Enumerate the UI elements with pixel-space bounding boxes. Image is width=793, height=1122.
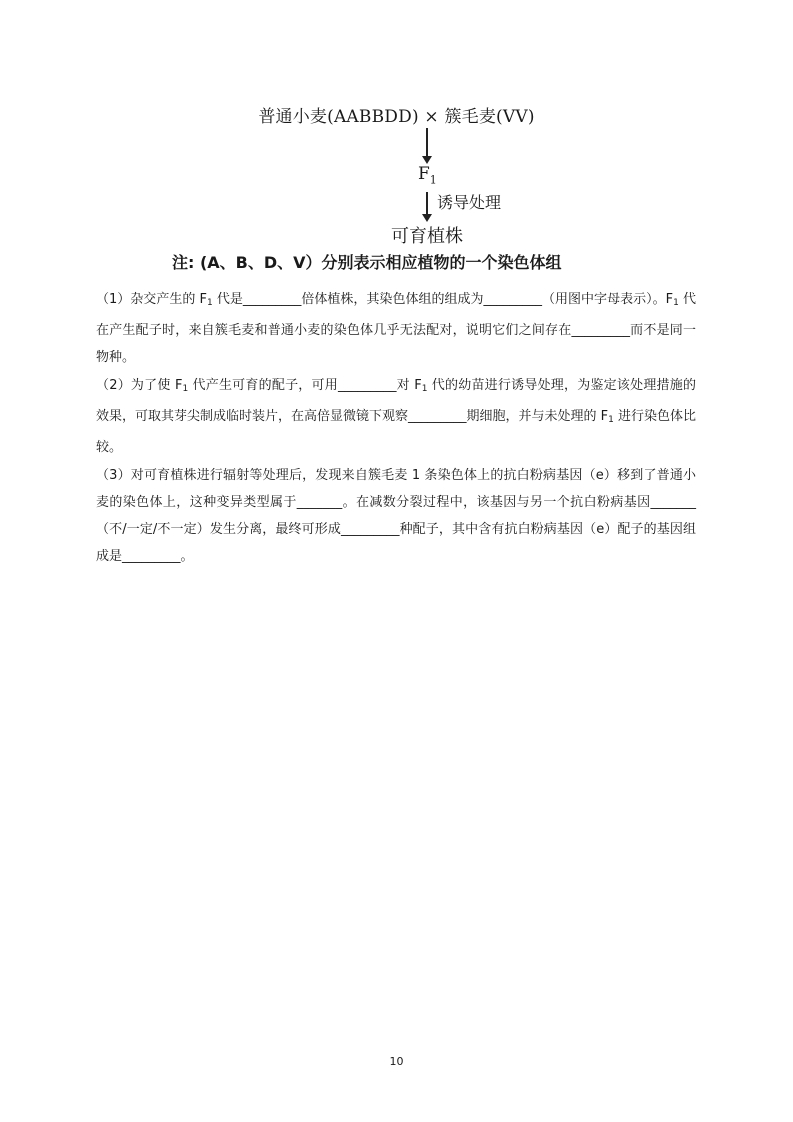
q1-part-a: （1）杂交产生的 F: [96, 292, 207, 307]
cross-diagram: [0, 0, 793, 280]
question-2: [96, 372, 696, 461]
q2-part-b: 代产生可育的配子，可用_________对 F: [188, 378, 422, 393]
q2-subscript-c: 1: [608, 415, 614, 425]
q1-subscript-a: 1: [206, 298, 213, 308]
q1-part-b: 代是_________倍体植株，其染色体组的组成为_________（用图中字母表示）。F: [212, 292, 674, 307]
f1-subscript: 1: [429, 173, 437, 187]
f1-letter: F: [418, 164, 430, 184]
f1-generation: [418, 164, 437, 186]
question-list: [96, 286, 696, 571]
down-arrow-icon: [426, 192, 428, 216]
q2-part-d: 进行染色体比较。: [96, 409, 696, 455]
q2-part-c: 代的幼苗进行诱导处理，为鉴定该处理措施的效果，可取其芽尖制成临时装片，在高倍显微镜下观察_________期细胞，并与未处理的 F: [96, 378, 696, 424]
page-number: 10: [389, 1055, 404, 1068]
question-1: [96, 286, 696, 371]
cross-equation: 普通小麦(AABBDD) × 簇毛麦(VV): [258, 107, 535, 127]
q2-subscript-a: 1: [182, 384, 189, 394]
q2-subscript-b: 1: [421, 384, 428, 394]
process-label: 诱导处理: [437, 193, 502, 212]
question-3: （3）对可育植株进行辐射等处理后，发现来自簇毛麦 1 条染色体上的抗白粉病基因（e）移到了普通小麦的染色体上，这种变异类型属于_______。在减数分裂过程中，该基因与另一个抗白粉病基因_______（不/一定/不一定）发生分离，最终可形成_________种配子，其中含有抗白粉病基因（e）配子的基因组成是_________。: [96, 468, 696, 564]
result-label: 可育植株: [391, 226, 463, 247]
down-arrow-icon: [426, 128, 428, 158]
diagram-note: 注: (A、B、D、V）分别表示相应植物的一个染色体组: [172, 253, 562, 272]
q1-subscript-b: 1: [673, 298, 679, 308]
q1-part-c: 代在产生配子时，来自簇毛麦和普通小麦的染色体几乎无法配对，说明它们之间存在_________而不是同一物种。: [96, 292, 696, 365]
q2-part-a: （2）为了使 F: [96, 378, 183, 393]
